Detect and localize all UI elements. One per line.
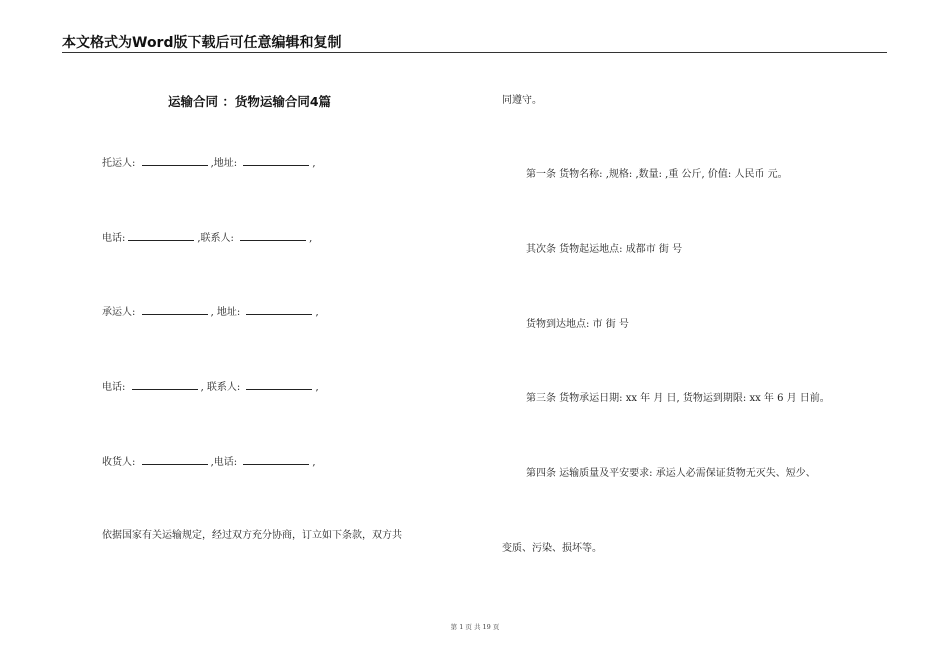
header-text: 本文格式为Word版下载后可任意编辑和复制 <box>62 35 342 51</box>
consignee-label: 收货人: <box>102 457 136 468</box>
address-blank-2 <box>246 305 312 315</box>
trail-4: , <box>315 382 319 393</box>
phone-line-2 <box>102 380 319 395</box>
trail-2: , <box>309 233 313 244</box>
carrier-blank <box>142 305 208 315</box>
consignee-blank <box>142 455 208 465</box>
document-title: 运输合同 ：货物运输合同4篇 <box>168 94 332 109</box>
clause-2: 其次条 货物起运地点: 成都市 街 号 <box>526 244 683 255</box>
shipper-blank <box>142 156 208 166</box>
shipper-label: 托运人: <box>102 158 136 169</box>
clause-4: 第四条 运输质量及平安要求: 承运人必需保证货物无灭失、短少、 <box>526 468 816 479</box>
address-label-2: , 地址: <box>210 307 241 318</box>
phone-line-1 <box>102 231 312 246</box>
contact-blank-1 <box>240 231 306 241</box>
phone-blank-2 <box>132 380 198 390</box>
clause-1: 第一条 货物名称: ,规格: ,数量: ,重 公斤, 价值: 人民币 元。 <box>526 169 788 180</box>
phone-label-2: 电话: <box>102 382 126 393</box>
address-label-1: ,地址: <box>210 158 238 169</box>
contact-blank-2 <box>246 380 312 390</box>
phone-label-3: ,电话: <box>210 457 238 468</box>
paragraph-continuation: 同遵守。 <box>502 95 542 106</box>
carrier-line <box>102 305 319 320</box>
clause-2-destination: 货物到达地点: 市 街 号 <box>526 319 629 330</box>
page-footer: 第 1 页 共 19 页 <box>450 623 500 631</box>
consignee-line <box>102 455 316 470</box>
trail-1: , <box>312 158 316 169</box>
document-header <box>62 32 887 53</box>
carrier-label: 承运人: <box>102 307 136 318</box>
agreement-paragraph: 依据国家有关运输规定，经过双方充分协商，订立如下条款，双方共 <box>102 530 402 541</box>
clause-4-continuation: 变质、污染、损坏等。 <box>502 543 602 554</box>
phone-blank-1 <box>128 231 194 241</box>
trail-3: , <box>315 307 319 318</box>
contact-label-1: ,联系人: <box>197 233 234 244</box>
shipper-line <box>102 156 316 171</box>
contact-label-2: , 联系人: <box>200 382 241 393</box>
trail-5: , <box>312 457 316 468</box>
address-blank-1 <box>243 156 309 166</box>
clause-3: 第三条 货物承运日期: xx 年 月 日, 货物运到期限: xx 年 6 月 日前。 <box>526 393 830 404</box>
phone-label-1: 电话: <box>102 233 126 244</box>
phone-blank-3 <box>243 455 309 465</box>
